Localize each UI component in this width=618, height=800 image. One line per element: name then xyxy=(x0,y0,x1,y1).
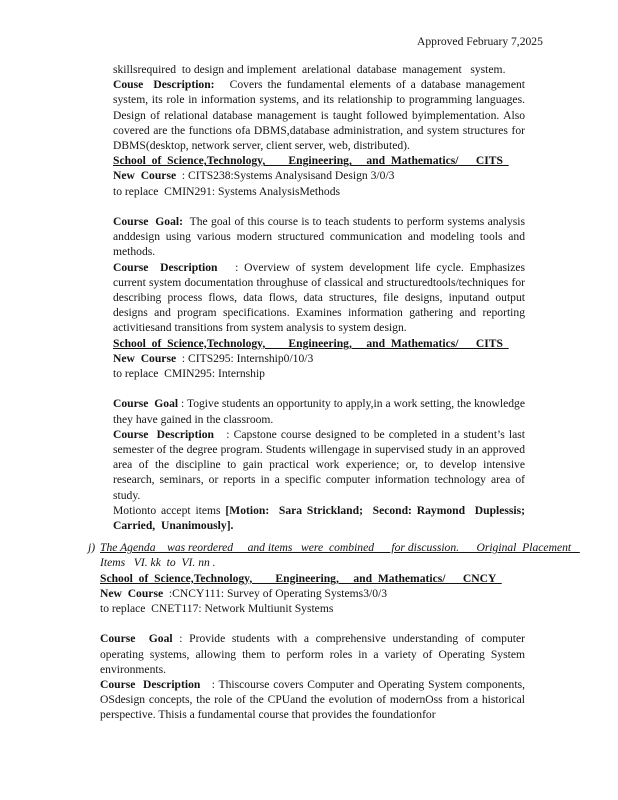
school-heading-line: School of Science,Technology, Engineering, and Mathematics/ CITS xyxy=(113,336,509,350)
course-goal-paragraph xyxy=(113,396,525,426)
replace-line xyxy=(100,601,525,616)
item-body xyxy=(100,540,580,722)
text-run: to replace CNET117: Network Multiunit Systems xyxy=(100,602,334,616)
text-run: New Course xyxy=(100,586,164,600)
course-description-paragraph xyxy=(100,677,525,723)
body-line: skillsrequired to design and implement arelational database management system. xyxy=(113,63,506,76)
new-course-line xyxy=(113,168,525,183)
motion-paragraph xyxy=(113,503,525,533)
approval-date: Approved February 7,2025 xyxy=(417,35,543,48)
school-heading-line: School of Science,Technology, Engineering, and Mathematics/ CNCY xyxy=(100,571,502,585)
text-run: Course Description xyxy=(100,678,201,692)
text-run: : CITS238:Systems Analysisand Design 3/0/3 xyxy=(176,169,395,183)
text-run: New Course xyxy=(113,169,177,183)
course-goal-paragraph xyxy=(100,631,525,677)
text-run: New Course xyxy=(113,351,177,365)
new-course-line xyxy=(113,351,525,366)
list-item-j xyxy=(88,540,580,722)
text-run: to replace CMIN291: Systems AnalysisMethods xyxy=(113,184,341,198)
course-description-paragraph xyxy=(113,77,525,153)
text-run: :CNCY111: Survey of Operating Systems3/0/3 xyxy=(163,586,388,600)
text-run: Couse Description: xyxy=(113,78,215,92)
agenda-note-line: Items VI. kk to VI. nn . xyxy=(100,556,216,570)
new-course-line xyxy=(100,586,525,601)
text-run: [Motion: Sara Strickland; Second: Raymond Duplessis; Carried, Unanimously]. xyxy=(113,503,525,533)
text-run: to replace CMIN295: Internship xyxy=(113,367,265,381)
text-run: Course Goal xyxy=(113,397,179,411)
text-run: : Thiscourse covers Computer and Operating System components, OSdesign concepts, the role of the CPUand the evolution of modernOss from a historical perspective. Thisis a fundamental course that provides the foundationfor xyxy=(100,678,525,722)
text-run: The goal of this course is to teach students to perform systems analysis anddesign using various modern structured communication and modeling tools and methods. xyxy=(113,215,525,259)
course-description-paragraph xyxy=(113,260,525,336)
school-heading-line: School of Science,Technology, Engineering, and Mathematics/ CITS xyxy=(113,154,509,168)
text-run: : CITS295: Internship0/10/3 xyxy=(176,351,314,365)
course-description-paragraph xyxy=(113,427,525,503)
replace-line xyxy=(113,184,525,199)
text-run: : Capstone course designed to be completed in a student’s last semester of the degree program. Students willengage in supervised study in an approved area of the discipline to gain practical work experience; or, to develop intensive research, seminars, or reports in a specific computer information technology area of study. xyxy=(113,427,525,502)
text-run: : Provide students with a comprehensive understanding of computer operating systems, allowing them to perform roles in a variety of Operating System environments. xyxy=(100,632,526,676)
text-run: : Togive students an opportunity to apply,in a work setting, the knowledge they have gained in the classroom. xyxy=(113,397,525,426)
text-run: Course Goal: xyxy=(113,215,183,229)
course-goal-paragraph xyxy=(113,214,525,260)
text-run: Covers the fundamental elements of a database management system, its role in information systems, and its relationship to programming languages. Design of relational database management is taught followed byimplementation. Also covered are the functions ofa DBMS,database administration, and system structures for DBMS(desktop, network server, client server, web, distributed). xyxy=(113,78,525,153)
replace-line xyxy=(113,366,525,381)
item-marker: j) xyxy=(88,541,96,555)
document-body xyxy=(88,62,580,723)
text-run: : Overview of system development life cycle. Emphasizes current system documentation throughuse of classical and structuredtools/techniques for describing process flows, data flows, data structures, file designs, inputand output designs and program specifications. Examines information gathering and reporting activitiesand transitions from system analysis to system design. xyxy=(113,260,526,335)
text-run: Course Goal xyxy=(100,632,173,646)
agenda-note-line: The Agenda was reordered and items were combined for discussion. Original Placement xyxy=(100,541,580,555)
text-run: Motionto accept items xyxy=(113,503,226,517)
text-run: Course Description xyxy=(113,260,218,274)
text-run: Course Description xyxy=(113,427,214,441)
